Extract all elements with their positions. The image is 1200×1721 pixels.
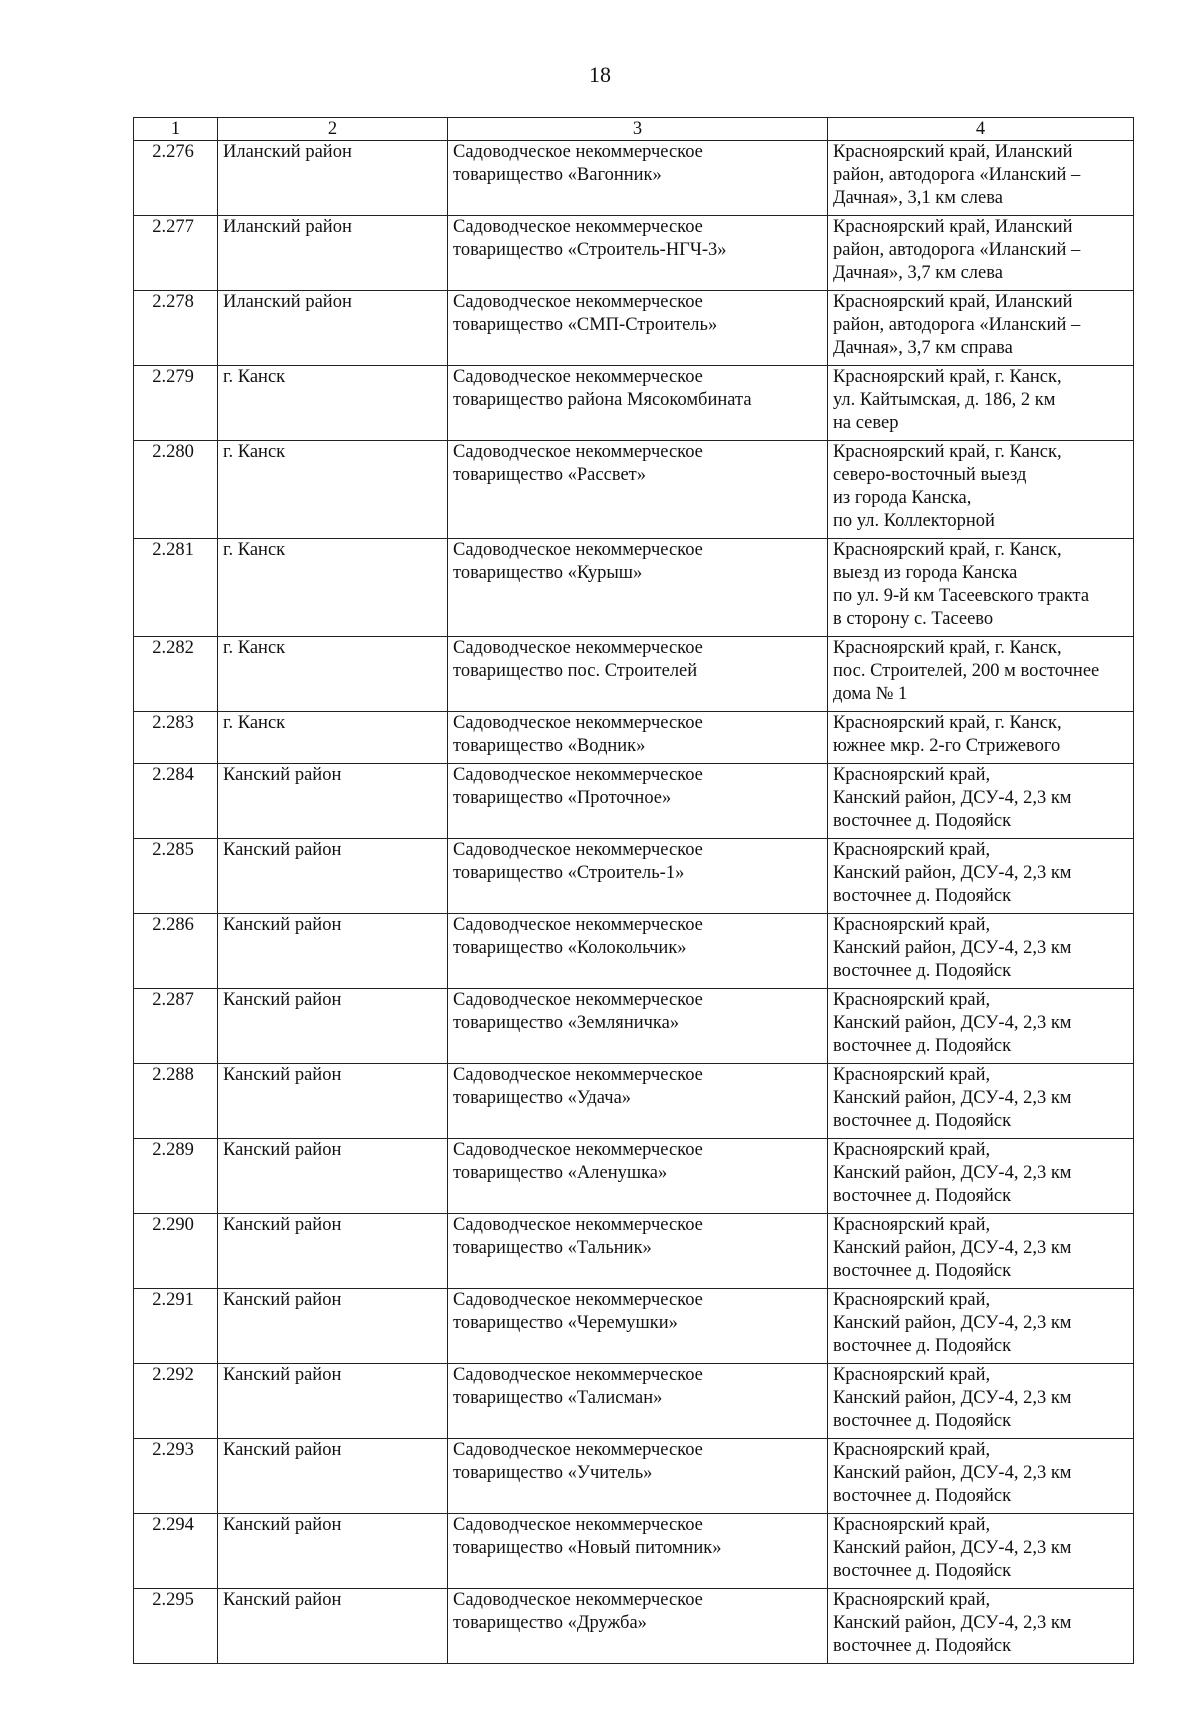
organization-name-line: товарищество «Учитель» — [453, 1463, 653, 1483]
organization-name-line: товарищество «Рассвет» — [453, 465, 646, 485]
municipality-cell: Канский район — [218, 1364, 448, 1439]
address-cell — [828, 366, 1134, 441]
address-line: Красноярский край, — [833, 1440, 991, 1460]
organization-name-line: товарищество «Удача» — [453, 1088, 632, 1108]
municipality-cell: Канский район — [218, 1589, 448, 1664]
organization-name-cell — [448, 1439, 828, 1514]
organization-name-line: Садоводческое некоммерческое — [453, 1365, 703, 1385]
address-line: по ул. Коллекторной — [833, 511, 995, 531]
address-line: Красноярский край, — [833, 1215, 991, 1235]
municipality-cell: Канский район — [218, 914, 448, 989]
organization-name-line: товарищество «Колокольчик» — [453, 938, 687, 958]
organization-name-line: товарищество «Черемушки» — [453, 1313, 678, 1333]
address-line: северо-восточный выезд — [833, 465, 1027, 485]
address-line: Канский район, ДСУ-4, 2,3 км — [833, 1388, 1072, 1408]
table-row — [134, 1214, 1134, 1289]
municipality-cell: г. Канск — [218, 637, 448, 712]
address-line: Красноярский край, Иланский — [833, 217, 1073, 237]
table-row — [134, 141, 1134, 216]
organization-name-line: Садоводческое некоммерческое — [453, 1215, 703, 1235]
organization-name-line: Садоводческое некоммерческое — [453, 765, 703, 785]
organization-name-line: Садоводческое некоммерческое — [453, 840, 703, 860]
municipality-cell: Канский район — [218, 1514, 448, 1589]
row-number: 2.278 — [134, 291, 218, 366]
municipality-cell: Канский район — [218, 989, 448, 1064]
address-line: Красноярский край, — [833, 915, 991, 935]
municipality-cell: Иланский район — [218, 141, 448, 216]
address-line: восточнее д. Подояйск — [833, 1411, 1012, 1431]
organization-name-cell — [448, 764, 828, 839]
address-cell — [828, 1514, 1134, 1589]
address-cell — [828, 712, 1134, 764]
organization-name-cell — [448, 1064, 828, 1139]
table-row — [134, 1589, 1134, 1664]
address-line: Канский район, ДСУ-4, 2,3 км — [833, 1538, 1072, 1558]
address-line: на север — [833, 413, 899, 433]
organization-name-cell — [448, 291, 828, 366]
organization-name-cell — [448, 1139, 828, 1214]
organization-name-line: товарищество пос. Строителей — [453, 661, 698, 681]
address-line: Канский район, ДСУ-4, 2,3 км — [833, 788, 1072, 808]
column-header: 3 — [448, 118, 828, 141]
municipality-cell: Иланский район — [218, 216, 448, 291]
row-number: 2.280 — [134, 441, 218, 539]
organization-name-line: товарищество района Мясокомбината — [453, 390, 752, 410]
address-cell — [828, 141, 1134, 216]
row-number: 2.282 — [134, 637, 218, 712]
address-line: Красноярский край, Иланский — [833, 292, 1073, 312]
organization-name-cell — [448, 1214, 828, 1289]
table-row — [134, 539, 1134, 637]
organization-name-line: Садоводческое некоммерческое — [453, 638, 703, 658]
organization-name-line: Садоводческое некоммерческое — [453, 1065, 703, 1085]
row-number: 2.292 — [134, 1364, 218, 1439]
organization-name-line: товарищество «Проточное» — [453, 788, 672, 808]
organization-name-line: товарищество «СМП-Строитель» — [453, 315, 718, 335]
address-line: Красноярский край, Иланский — [833, 142, 1073, 162]
address-cell — [828, 539, 1134, 637]
table-header-row — [134, 118, 1134, 141]
municipality-cell: г. Канск — [218, 366, 448, 441]
row-number: 2.283 — [134, 712, 218, 764]
address-line: пос. Строителей, 200 м восточнее — [833, 661, 1100, 681]
address-line: Канский район, ДСУ-4, 2,3 км — [833, 1613, 1072, 1633]
row-number: 2.293 — [134, 1439, 218, 1514]
municipality-cell: г. Канск — [218, 712, 448, 764]
organization-name-line: Садоводческое некоммерческое — [453, 442, 703, 462]
table-body — [134, 141, 1134, 1664]
table-row — [134, 1514, 1134, 1589]
address-line: восточнее д. Подояйск — [833, 1336, 1012, 1356]
table-row — [134, 839, 1134, 914]
address-cell — [828, 989, 1134, 1064]
address-cell — [828, 1289, 1134, 1364]
address-line: Красноярский край, — [833, 1290, 991, 1310]
organization-name-line: Садоводческое некоммерческое — [453, 915, 703, 935]
organization-name-line: товарищество «Вагонник» — [453, 165, 662, 185]
municipality-cell: Канский район — [218, 1139, 448, 1214]
row-number: 2.276 — [134, 141, 218, 216]
row-number: 2.277 — [134, 216, 218, 291]
address-line: Канский район, ДСУ-4, 2,3 км — [833, 1163, 1072, 1183]
organization-name-line: Садоводческое некоммерческое — [453, 292, 703, 312]
address-line: из города Канска, — [833, 488, 972, 508]
page-number: 18 — [589, 62, 611, 87]
municipality-cell: Канский район — [218, 764, 448, 839]
organization-name-line: Садоводческое некоммерческое — [453, 1290, 703, 1310]
address-line: восточнее д. Подояйск — [833, 1111, 1012, 1131]
registry-table — [133, 117, 1134, 1664]
table-row — [134, 1064, 1134, 1139]
organization-name-cell — [448, 366, 828, 441]
address-cell — [828, 914, 1134, 989]
address-line: выезд из города Канска — [833, 563, 1018, 583]
address-cell — [828, 1139, 1134, 1214]
row-number: 2.295 — [134, 1589, 218, 1664]
address-line: Красноярский край, — [833, 1590, 991, 1610]
address-cell — [828, 441, 1134, 539]
address-cell — [828, 637, 1134, 712]
organization-name-line: Садоводческое некоммерческое — [453, 217, 703, 237]
address-line: восточнее д. Подояйск — [833, 1186, 1012, 1206]
table-row — [134, 1139, 1134, 1214]
row-number: 2.281 — [134, 539, 218, 637]
address-line: восточнее д. Подояйск — [833, 1036, 1012, 1056]
organization-name-line: товарищество «Дружба» — [453, 1613, 647, 1633]
municipality-cell: г. Канск — [218, 539, 448, 637]
row-number: 2.294 — [134, 1514, 218, 1589]
organization-name-cell — [448, 914, 828, 989]
municipality-cell: Канский район — [218, 1289, 448, 1364]
address-line: восточнее д. Подояйск — [833, 961, 1012, 981]
address-line: район, автодорога «Иланский – — [833, 240, 1081, 260]
address-line: Канский район, ДСУ-4, 2,3 км — [833, 1013, 1072, 1033]
address-cell — [828, 764, 1134, 839]
address-line: восточнее д. Подояйск — [833, 1636, 1012, 1656]
municipality-cell: г. Канск — [218, 441, 448, 539]
organization-name-line: товарищество «Новый питомник» — [453, 1538, 722, 1558]
address-line: восточнее д. Подояйск — [833, 886, 1012, 906]
organization-name-line: товарищество «Курыш» — [453, 563, 643, 583]
organization-name-line: товарищество «Строитель-НГЧ-3» — [453, 240, 727, 260]
organization-name-line: товарищество «Строитель-1» — [453, 863, 685, 883]
organization-name-cell — [448, 141, 828, 216]
address-line: Красноярский край, г. Канск, — [833, 713, 1062, 733]
organization-name-line: Садоводческое некоммерческое — [453, 1140, 703, 1160]
address-line: Канский район, ДСУ-4, 2,3 км — [833, 1088, 1072, 1108]
municipality-cell: Канский район — [218, 1214, 448, 1289]
table-row — [134, 1289, 1134, 1364]
column-header: 4 — [828, 118, 1134, 141]
row-number: 2.286 — [134, 914, 218, 989]
row-number: 2.284 — [134, 764, 218, 839]
row-number: 2.291 — [134, 1289, 218, 1364]
organization-name-line: товарищество «Земляничка» — [453, 1013, 680, 1033]
row-number: 2.285 — [134, 839, 218, 914]
organization-name-cell — [448, 1589, 828, 1664]
organization-name-cell — [448, 637, 828, 712]
address-cell — [828, 291, 1134, 366]
address-line: Красноярский край, — [833, 1140, 991, 1160]
address-line: Канский район, ДСУ-4, 2,3 км — [833, 863, 1072, 883]
table-row — [134, 1439, 1134, 1514]
table-row — [134, 914, 1134, 989]
table-row — [134, 764, 1134, 839]
municipality-cell: Канский район — [218, 839, 448, 914]
organization-name-cell — [448, 839, 828, 914]
address-cell — [828, 1364, 1134, 1439]
address-cell — [828, 839, 1134, 914]
organization-name-line: Садоводческое некоммерческое — [453, 540, 703, 560]
organization-name-cell — [448, 1289, 828, 1364]
address-cell — [828, 216, 1134, 291]
municipality-cell: Иланский район — [218, 291, 448, 366]
organization-name-line: товарищество «Талисман» — [453, 1388, 663, 1408]
table-row — [134, 216, 1134, 291]
address-line: восточнее д. Подояйск — [833, 1486, 1012, 1506]
organization-name-cell — [448, 1364, 828, 1439]
address-line: район, автодорога «Иланский – — [833, 165, 1081, 185]
row-number: 2.288 — [134, 1064, 218, 1139]
address-line: Дачная», 3,1 км слева — [833, 188, 1003, 208]
address-line: Дачная», 3,7 км справа — [833, 338, 1013, 358]
address-line: Красноярский край, г. Канск, — [833, 540, 1062, 560]
address-line: Красноярский край, — [833, 990, 991, 1010]
address-line: Красноярский край, — [833, 765, 991, 785]
municipality-cell: Канский район — [218, 1064, 448, 1139]
column-header: 2 — [218, 118, 448, 141]
organization-name-line: товарищество «Водник» — [453, 736, 646, 756]
organization-name-line: товарищество «Аленушка» — [453, 1163, 668, 1183]
organization-name-line: Садоводческое некоммерческое — [453, 1515, 703, 1535]
address-line: Красноярский край, г. Канск, — [833, 638, 1062, 658]
address-line: Канский район, ДСУ-4, 2,3 км — [833, 938, 1072, 958]
address-line: южнее мкр. 2-го Стрижевого — [833, 736, 1061, 756]
table-row — [134, 989, 1134, 1064]
address-line: Красноярский край, — [833, 1515, 991, 1535]
row-number: 2.289 — [134, 1139, 218, 1214]
table-row — [134, 366, 1134, 441]
row-number: 2.287 — [134, 989, 218, 1064]
address-line: Канский район, ДСУ-4, 2,3 км — [833, 1313, 1072, 1333]
address-line: Канский район, ДСУ-4, 2,3 км — [833, 1238, 1072, 1258]
organization-name-line: товарищество «Тальник» — [453, 1238, 652, 1258]
organization-name-line: Садоводческое некоммерческое — [453, 1590, 703, 1610]
organization-name-cell — [448, 441, 828, 539]
municipality-cell: Канский район — [218, 1439, 448, 1514]
table-row — [134, 441, 1134, 539]
table-row — [134, 1364, 1134, 1439]
address-cell — [828, 1589, 1134, 1664]
row-number: 2.290 — [134, 1214, 218, 1289]
table-row — [134, 291, 1134, 366]
table-row — [134, 712, 1134, 764]
address-line: Красноярский край, — [833, 840, 991, 860]
address-cell — [828, 1214, 1134, 1289]
address-line: Дачная», 3,7 км слева — [833, 263, 1003, 283]
address-line: Красноярский край, — [833, 1065, 991, 1085]
row-number: 2.279 — [134, 366, 218, 441]
address-line: Канский район, ДСУ-4, 2,3 км — [833, 1463, 1072, 1483]
organization-name-line: Садоводческое некоммерческое — [453, 713, 703, 733]
organization-name-cell — [448, 989, 828, 1064]
organization-name-cell — [448, 216, 828, 291]
address-cell — [828, 1439, 1134, 1514]
address-line: район, автодорога «Иланский – — [833, 315, 1081, 335]
address-line: восточнее д. Подояйск — [833, 1561, 1012, 1581]
organization-name-cell — [448, 712, 828, 764]
address-line: в сторону с. Тасеево — [833, 609, 994, 629]
address-line: Красноярский край, — [833, 1365, 991, 1385]
organization-name-line: Садоводческое некоммерческое — [453, 1440, 703, 1460]
address-line: восточнее д. Подояйск — [833, 1261, 1012, 1281]
address-line: по ул. 9-й км Тасеевского тракта — [833, 586, 1090, 606]
column-header: 1 — [134, 118, 218, 141]
address-line: Красноярский край, г. Канск, — [833, 367, 1062, 387]
address-line: восточнее д. Подояйск — [833, 811, 1012, 831]
table-row — [134, 637, 1134, 712]
organization-name-cell — [448, 1514, 828, 1589]
address-line: Красноярский край, г. Канск, — [833, 442, 1062, 462]
address-line: ул. Кайтымская, д. 186, 2 км — [833, 390, 1056, 410]
address-cell — [828, 1064, 1134, 1139]
organization-name-line: Садоводческое некоммерческое — [453, 142, 703, 162]
organization-name-cell — [448, 539, 828, 637]
organization-name-line: Садоводческое некоммерческое — [453, 367, 703, 387]
organization-name-line: Садоводческое некоммерческое — [453, 990, 703, 1010]
address-line: дома № 1 — [833, 684, 908, 704]
